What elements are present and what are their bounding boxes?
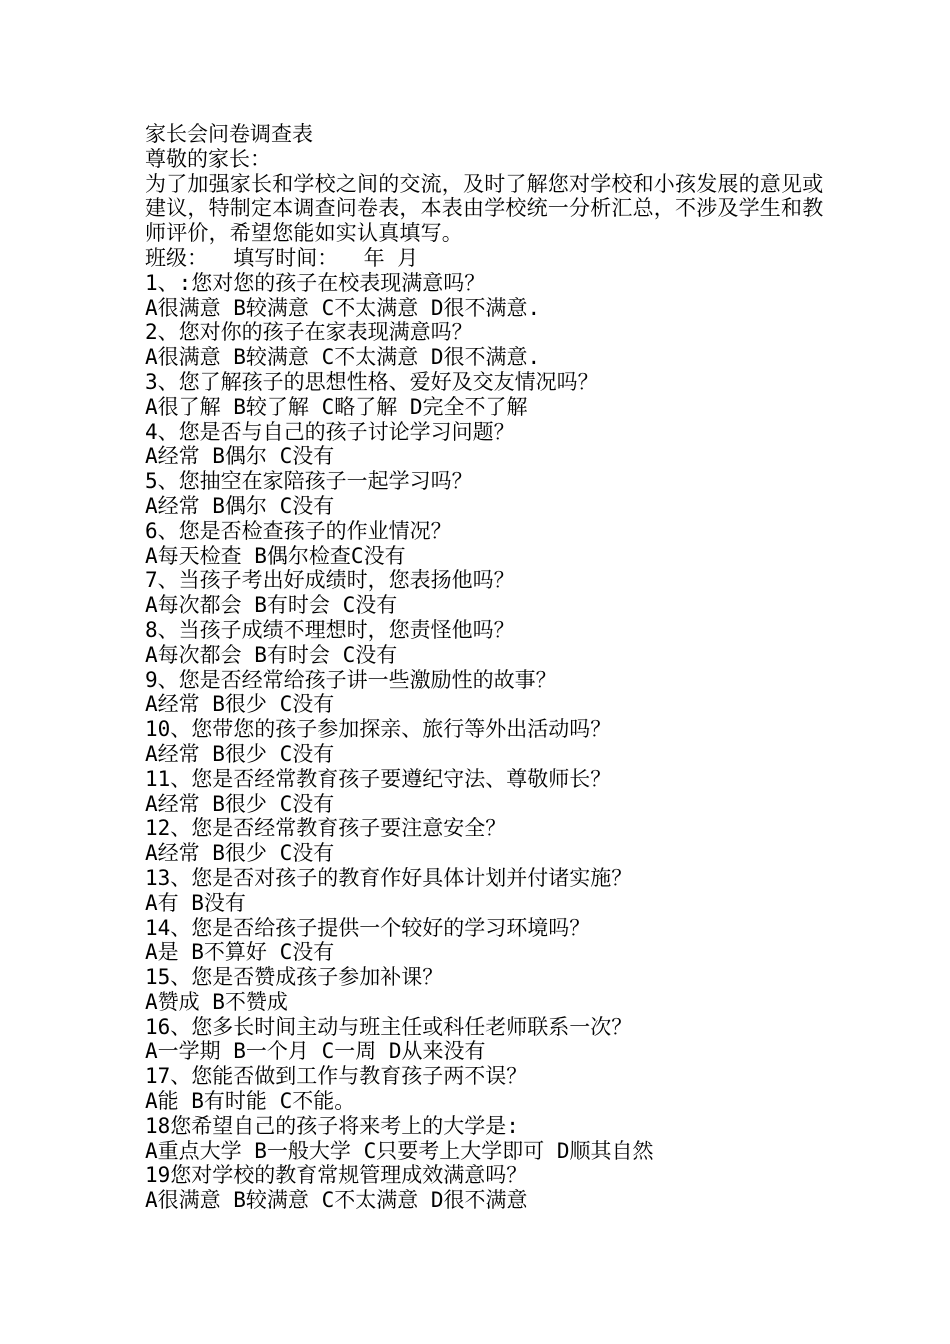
answer-options: A一学期 B一个月 C一周 D从来没有	[145, 1039, 486, 1064]
answer-options: A每次都会 B有时会 C没有	[145, 593, 398, 618]
answer-options: A经常 B很少 C没有	[145, 692, 335, 717]
question-text: 13、您是否对孩子的教育作好具体计划并付诸实施？	[145, 865, 633, 890]
question-item	[145, 568, 825, 618]
question-text: 18您希望自己的孩子将来考上的大学是:	[145, 1113, 519, 1138]
question-item	[145, 618, 825, 668]
question-text: 7、当孩子考出好成绩时，您表扬他吗？	[145, 568, 515, 593]
question-text: 1、:您对您的孩子在校表现满意吗？	[145, 270, 486, 295]
answer-options: A很满意 B较满意 C不太满意 D很不满意	[145, 1188, 528, 1213]
questionnaire-document	[145, 122, 825, 1213]
answer-options: A赞成 B不赞成	[145, 989, 288, 1014]
question-text: 2、您对你的孩子在家表现满意吗？	[145, 320, 473, 345]
question-text: 17、您能否做到工作与教育孩子两不误？	[145, 1064, 528, 1089]
answer-options: A经常 B偶尔 C没有	[145, 444, 335, 469]
question-text: 9、您是否经常给孩子讲一些激励性的故事？	[145, 667, 557, 692]
answer-options: A经常 B偶尔 C没有	[145, 493, 335, 518]
question-item	[145, 1015, 825, 1065]
question-text: 10、您带您的孩子参加探亲、旅行等外出活动吗？	[145, 717, 612, 742]
question-item	[145, 320, 825, 370]
answer-options: A能 B有时能 C不能。	[145, 1089, 356, 1114]
fill-in-line: 班级： 填写时间： 年 月	[145, 245, 419, 270]
salutation: 尊敬的家长：	[145, 146, 271, 171]
question-text: 14、您是否给孩子提供一个较好的学习环境吗？	[145, 915, 591, 940]
question-text: 19您对学校的教育常规管理成效满意吗？	[145, 1163, 528, 1188]
question-item	[145, 767, 825, 817]
answer-options: A有 B没有	[145, 890, 246, 915]
question-item	[145, 916, 825, 966]
question-text: 5、您抽空在家陪孩子一起学习吗？	[145, 469, 473, 494]
question-item	[145, 866, 825, 916]
question-item	[145, 519, 825, 569]
answer-options: A很了解 B较了解 C略了解 D完全不了解	[145, 394, 528, 419]
answer-options: A每次都会 B有时会 C没有	[145, 642, 398, 667]
question-item	[145, 668, 825, 718]
question-text: 11、您是否经常教育孩子要遵纪守法、尊敬师长？	[145, 766, 612, 791]
question-item	[145, 271, 825, 321]
question-text: 4、您是否与自己的孩子讨论学习问题？	[145, 419, 515, 444]
question-text: 16、您多长时间主动与班主任或科任老师联系一次？	[145, 1014, 633, 1039]
document-title: 家长会问卷调查表	[145, 122, 313, 146]
question-item	[145, 469, 825, 519]
question-text: 12、您是否经常教育孩子要注意安全？	[145, 816, 507, 841]
question-item	[145, 1114, 825, 1164]
question-text: 6、您是否检查孩子的作业情况？	[145, 518, 452, 543]
question-list	[145, 271, 825, 1213]
question-item	[145, 717, 825, 767]
answer-options: A经常 B很少 C没有	[145, 841, 335, 866]
answer-options: A经常 B很少 C没有	[145, 741, 335, 766]
question-item	[145, 420, 825, 470]
answer-options: A每天检查 B偶尔检查C没有	[145, 543, 406, 568]
question-item	[145, 965, 825, 1015]
question-item	[145, 370, 825, 420]
answer-options: A经常 B很少 C没有	[145, 791, 335, 816]
answer-options: A重点大学 B一般大学 C只要考上大学即可 D顺其自然	[145, 1138, 654, 1163]
question-item	[145, 1064, 825, 1114]
answer-options: A是 B不算好 C没有	[145, 940, 335, 965]
question-text: 15、您是否赞成孩子参加补课？	[145, 965, 444, 990]
intro-paragraph: 为了加强家长和学校之间的交流，及时了解您对学校和小孩发展的意见或建议，特制定本调查问卷表，本表由学校统一分析汇总，不涉及学生和教师评价，希望您能如实认真填写。	[145, 171, 824, 246]
question-text: 8、当孩子成绩不理想时，您责怪他吗？	[145, 617, 515, 642]
question-item	[145, 816, 825, 866]
answer-options: A很满意 B较满意 C不太满意 D很不满意.	[145, 295, 541, 320]
question-item	[145, 1163, 825, 1213]
answer-options: A很满意 B较满意 C不太满意 D很不满意.	[145, 345, 541, 370]
question-text: 3、您了解孩子的思想性格、爱好及交友情况吗？	[145, 369, 599, 394]
